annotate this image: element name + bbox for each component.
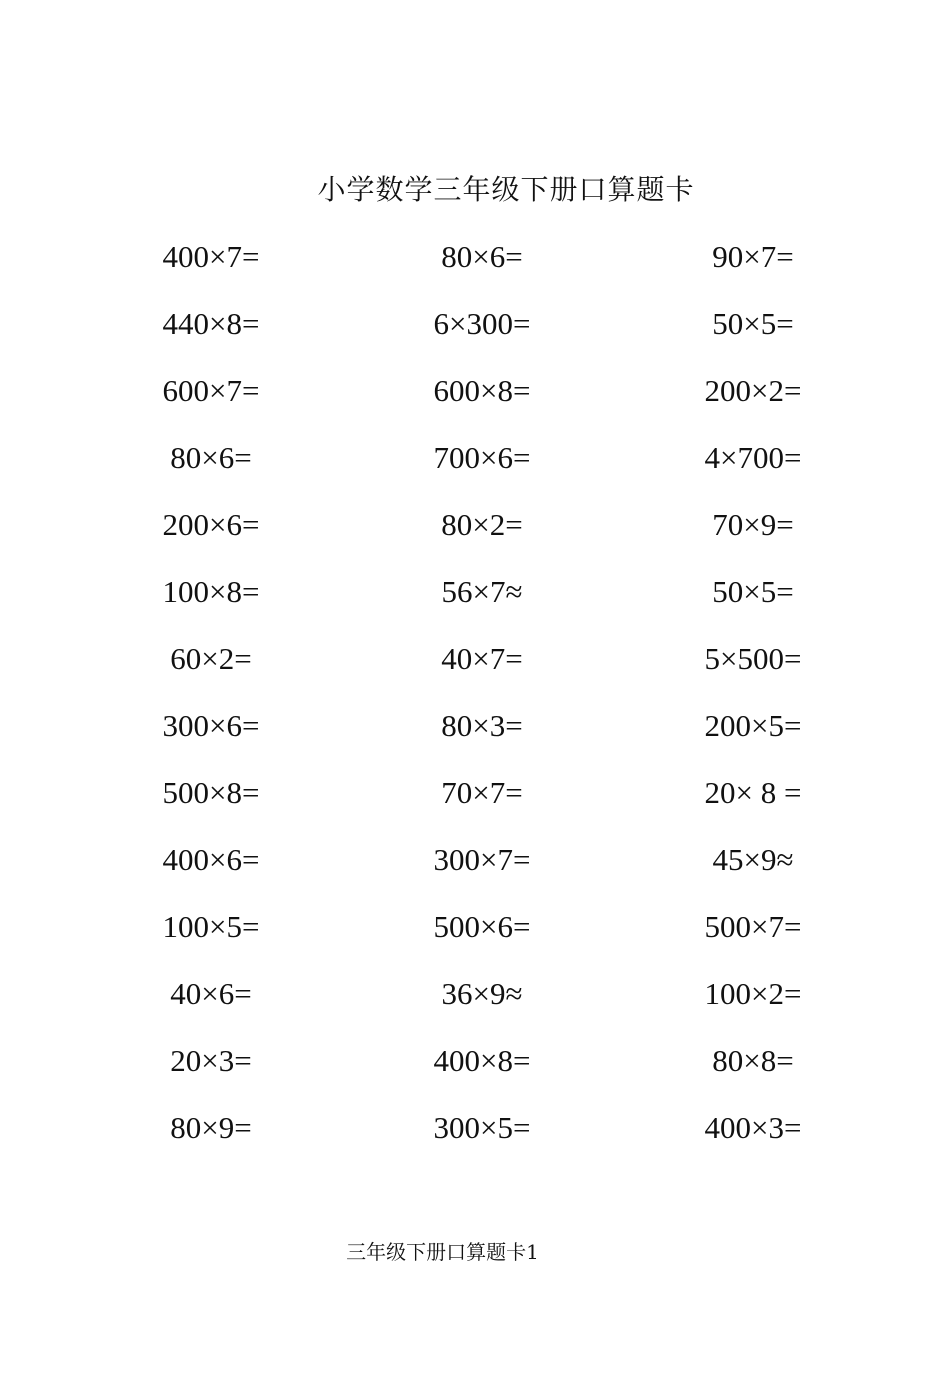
- problem-row: [0, 299, 950, 366]
- problem-item: 80×8=: [712, 1043, 794, 1078]
- problem-item: 400×6=: [162, 842, 260, 877]
- problem-item: 100×5=: [162, 909, 260, 944]
- problem-row: [0, 835, 950, 902]
- problem-item: 200×6=: [162, 507, 260, 542]
- problem-item: 80×6=: [441, 239, 523, 274]
- problem-item: 70×7=: [441, 775, 523, 810]
- problem-item: 100×8=: [162, 574, 260, 609]
- problem-row: [0, 701, 950, 768]
- problem-row: [0, 433, 950, 500]
- problem-item: 80×2=: [441, 507, 523, 542]
- problem-item: 440×8=: [162, 306, 260, 341]
- problem-row: [0, 1103, 950, 1170]
- problem-item: 20×3=: [170, 1043, 252, 1078]
- problem-row: [0, 1036, 950, 1103]
- problem-item: 70×9=: [712, 507, 794, 542]
- problem-item: 100×2=: [704, 976, 802, 1011]
- problem-item: 200×5=: [704, 708, 802, 743]
- problem-item: 200×2=: [704, 373, 802, 408]
- problem-row: [0, 634, 950, 701]
- problem-item: 500×6=: [433, 909, 531, 944]
- problem-item: 600×7=: [162, 373, 260, 408]
- problem-row: [0, 500, 950, 567]
- problem-grid: [0, 232, 950, 1170]
- problem-item: 500×8=: [162, 775, 260, 810]
- problem-item: 6×300=: [433, 306, 531, 341]
- problem-item: 300×5=: [433, 1110, 531, 1145]
- problem-item: 5×500=: [704, 641, 802, 676]
- problem-row: [0, 969, 950, 1036]
- problem-item: 400×7=: [162, 239, 260, 274]
- problem-item: 60×2=: [170, 641, 252, 676]
- page-title: 小学数学三年级下册口算题卡: [317, 173, 695, 206]
- problem-row: [0, 366, 950, 433]
- problem-item: 45×9≈: [712, 842, 794, 877]
- problem-item: 80×3=: [441, 708, 523, 743]
- problem-item: 20× 8 =: [704, 775, 802, 810]
- problem-item: 80×9=: [170, 1110, 252, 1145]
- problem-item: 400×3=: [704, 1110, 802, 1145]
- problem-item: 500×7=: [704, 909, 802, 944]
- problem-item: 600×8=: [433, 373, 531, 408]
- problem-item: 700×6=: [433, 440, 531, 475]
- problem-item: 80×6=: [170, 440, 252, 475]
- problem-item: 36×9≈: [441, 976, 523, 1011]
- page-footer: 三年级下册口算题卡1: [346, 1240, 539, 1264]
- problem-item: 50×5=: [712, 306, 794, 341]
- problem-item: 40×7=: [441, 641, 523, 676]
- problem-row: [0, 567, 950, 634]
- problem-item: 50×5=: [712, 574, 794, 609]
- problem-item: 300×7=: [433, 842, 531, 877]
- problem-row: [0, 902, 950, 969]
- problem-item: 40×6=: [170, 976, 252, 1011]
- problem-item: 4×700=: [704, 440, 802, 475]
- problem-row: [0, 768, 950, 835]
- problem-item: 90×7=: [712, 239, 794, 274]
- problem-item: 56×7≈: [441, 574, 523, 609]
- problem-item: 400×8=: [433, 1043, 531, 1078]
- problem-row: [0, 232, 950, 299]
- problem-item: 300×6=: [162, 708, 260, 743]
